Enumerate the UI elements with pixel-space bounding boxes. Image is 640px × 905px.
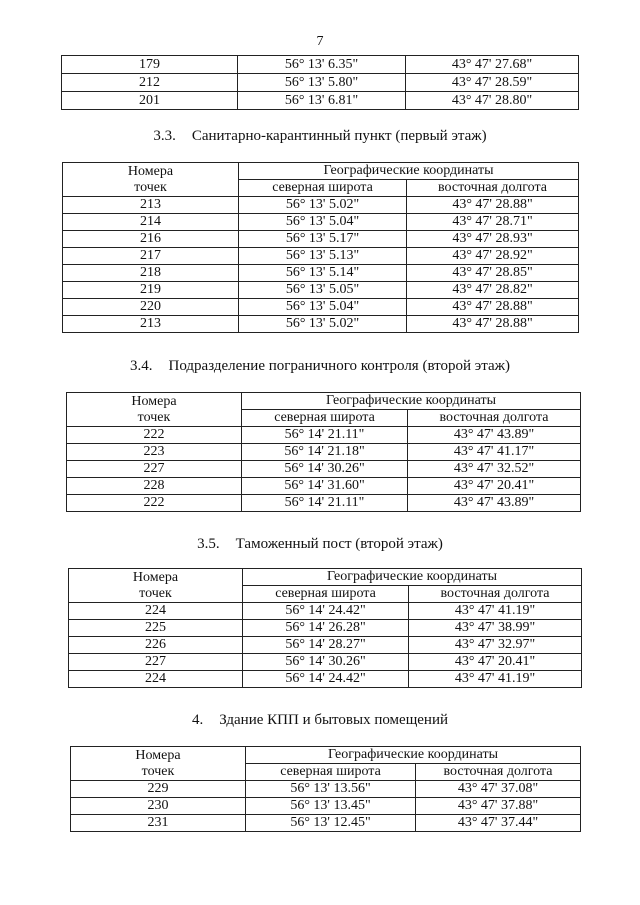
latitude-cell: 56° 13' 13.56"	[246, 781, 416, 798]
point-number-cell: 219	[63, 282, 239, 299]
table-row	[62, 92, 579, 110]
table-row	[67, 444, 581, 461]
lon-header: восточная долгота	[408, 410, 581, 427]
point-number-cell: 229	[71, 781, 246, 798]
table-row	[69, 603, 582, 620]
lon-header: восточная долгота	[407, 180, 579, 197]
latitude-cell: 56° 13' 6.35"	[238, 56, 406, 74]
table-row	[69, 620, 582, 637]
point-number-cell: 220	[63, 299, 239, 316]
point-number-cell: 230	[71, 798, 246, 815]
point-number-cell: 213	[63, 197, 239, 214]
section-number: 3.4.	[130, 358, 153, 374]
table-row	[69, 654, 582, 671]
section-title: Таможенный пост (второй этаж)	[235, 536, 443, 552]
points-header: Номера точек	[69, 569, 243, 603]
point-number-cell: 218	[63, 265, 239, 282]
point-number-cell: 217	[63, 248, 239, 265]
coordinates-table-3-5	[68, 568, 582, 688]
section-number: 3.3.	[153, 128, 176, 144]
section-number: 4.	[192, 712, 204, 728]
section-title: Подразделение пограничного контроля (второй этаж)	[168, 358, 510, 374]
latitude-cell: 56° 13' 5.14"	[239, 265, 407, 282]
longitude-cell: 43° 47' 28.82"	[407, 282, 579, 299]
table-row	[63, 248, 579, 265]
lon-header: восточная долгота	[416, 764, 581, 781]
latitude-cell: 56° 13' 5.80"	[238, 74, 406, 92]
point-number-cell: 222	[67, 427, 242, 444]
latitude-cell: 56° 13' 6.81"	[238, 92, 406, 110]
longitude-cell: 43° 47' 28.93"	[407, 231, 579, 248]
table-row	[62, 56, 579, 74]
geo-header: Географические координаты	[246, 747, 581, 764]
coordinates-table-3-4	[66, 392, 581, 512]
longitude-cell: 43° 47' 28.59"	[406, 74, 579, 92]
points-header: Номера точек	[71, 747, 246, 781]
table-row	[67, 495, 581, 512]
longitude-cell: 43° 47' 37.88"	[416, 798, 581, 815]
section-heading-3-3	[0, 128, 640, 145]
point-number-cell: 222	[67, 495, 242, 512]
latitude-cell: 56° 13' 5.02"	[239, 316, 407, 333]
point-number-cell: 224	[69, 603, 243, 620]
longitude-cell: 43° 47' 32.52"	[408, 461, 581, 478]
coordinates-table-3-3	[62, 162, 579, 333]
table-row	[67, 427, 581, 444]
section-heading-4	[0, 712, 640, 729]
lat-header: северная широта	[239, 180, 407, 197]
points-header: Номера точек	[63, 163, 239, 197]
table-row	[63, 282, 579, 299]
longitude-cell: 43° 47' 28.71"	[407, 214, 579, 231]
point-number-cell: 214	[63, 214, 239, 231]
table-row	[69, 637, 582, 654]
latitude-cell: 56° 13' 5.02"	[239, 197, 407, 214]
lat-header: северная широта	[243, 586, 409, 603]
longitude-cell: 43° 47' 27.68"	[406, 56, 579, 74]
geo-header: Географические координаты	[242, 393, 581, 410]
table-row	[67, 461, 581, 478]
longitude-cell: 43° 47' 28.85"	[407, 265, 579, 282]
longitude-cell: 43° 47' 20.41"	[408, 478, 581, 495]
latitude-cell: 56° 14' 24.42"	[243, 671, 409, 688]
section-heading-3-4	[0, 358, 640, 375]
longitude-cell: 43° 47' 43.89"	[408, 495, 581, 512]
latitude-cell: 56° 13' 5.04"	[239, 214, 407, 231]
latitude-cell: 56° 13' 5.13"	[239, 248, 407, 265]
longitude-cell: 43° 47' 38.99"	[409, 620, 582, 637]
lon-header: восточная долгота	[409, 586, 582, 603]
longitude-cell: 43° 47' 28.88"	[407, 197, 579, 214]
longitude-cell: 43° 47' 20.41"	[409, 654, 582, 671]
lat-header: северная широта	[242, 410, 408, 427]
latitude-cell: 56° 14' 30.26"	[243, 654, 409, 671]
latitude-cell: 56° 14' 21.18"	[242, 444, 408, 461]
table-row	[63, 231, 579, 248]
longitude-cell: 43° 47' 28.80"	[406, 92, 579, 110]
table-row	[67, 478, 581, 495]
section-heading-3-5	[0, 536, 640, 553]
point-number-cell: 179	[62, 56, 238, 74]
table-row	[63, 214, 579, 231]
point-number-cell: 231	[71, 815, 246, 832]
section-title: Санитарно-карантинный пункт (первый этаж)	[191, 128, 487, 144]
latitude-cell: 56° 14' 31.60"	[242, 478, 408, 495]
latitude-cell: 56° 13' 5.05"	[239, 282, 407, 299]
latitude-cell: 56° 13' 5.04"	[239, 299, 407, 316]
point-number-cell: 201	[62, 92, 238, 110]
table-row	[62, 74, 579, 92]
point-number-cell: 213	[63, 316, 239, 333]
point-number-cell: 223	[67, 444, 242, 461]
latitude-cell: 56° 14' 28.27"	[243, 637, 409, 654]
point-number-cell: 216	[63, 231, 239, 248]
latitude-cell: 56° 14' 24.42"	[243, 603, 409, 620]
table-row	[71, 815, 581, 832]
geo-header: Географические координаты	[243, 569, 582, 586]
latitude-cell: 56° 14' 30.26"	[242, 461, 408, 478]
table-row	[63, 299, 579, 316]
point-number-cell: 212	[62, 74, 238, 92]
latitude-cell: 56° 13' 5.17"	[239, 231, 407, 248]
longitude-cell: 43° 47' 41.17"	[408, 444, 581, 461]
point-number-cell: 228	[67, 478, 242, 495]
longitude-cell: 43° 47' 43.89"	[408, 427, 581, 444]
latitude-cell: 56° 14' 26.28"	[243, 620, 409, 637]
points-header: Номера точек	[67, 393, 242, 427]
section-title: Здание КПП и бытовых помещений	[219, 712, 448, 728]
point-number-cell: 224	[69, 671, 243, 688]
geo-header: Географические координаты	[239, 163, 579, 180]
point-number-cell: 226	[69, 637, 243, 654]
top-coordinates-table	[61, 55, 579, 110]
longitude-cell: 43° 47' 32.97"	[409, 637, 582, 654]
longitude-cell: 43° 47' 28.88"	[407, 299, 579, 316]
table-row	[63, 316, 579, 333]
point-number-cell: 227	[67, 461, 242, 478]
latitude-cell: 56° 13' 12.45"	[246, 815, 416, 832]
latitude-cell: 56° 14' 21.11"	[242, 495, 408, 512]
coordinates-table-4	[70, 746, 581, 832]
longitude-cell: 43° 47' 28.88"	[407, 316, 579, 333]
section-number: 3.5.	[197, 536, 220, 552]
longitude-cell: 43° 47' 37.08"	[416, 781, 581, 798]
longitude-cell: 43° 47' 28.92"	[407, 248, 579, 265]
table-row	[63, 265, 579, 282]
point-number-cell: 225	[69, 620, 243, 637]
longitude-cell: 43° 47' 41.19"	[409, 603, 582, 620]
table-row	[63, 197, 579, 214]
point-number-cell: 227	[69, 654, 243, 671]
latitude-cell: 56° 13' 13.45"	[246, 798, 416, 815]
table-row	[71, 781, 581, 798]
lat-header: северная широта	[246, 764, 416, 781]
latitude-cell: 56° 14' 21.11"	[242, 427, 408, 444]
page-number: 7	[316, 34, 324, 49]
table-row	[69, 671, 582, 688]
table-row	[71, 798, 581, 815]
longitude-cell: 43° 47' 37.44"	[416, 815, 581, 832]
longitude-cell: 43° 47' 41.19"	[409, 671, 582, 688]
